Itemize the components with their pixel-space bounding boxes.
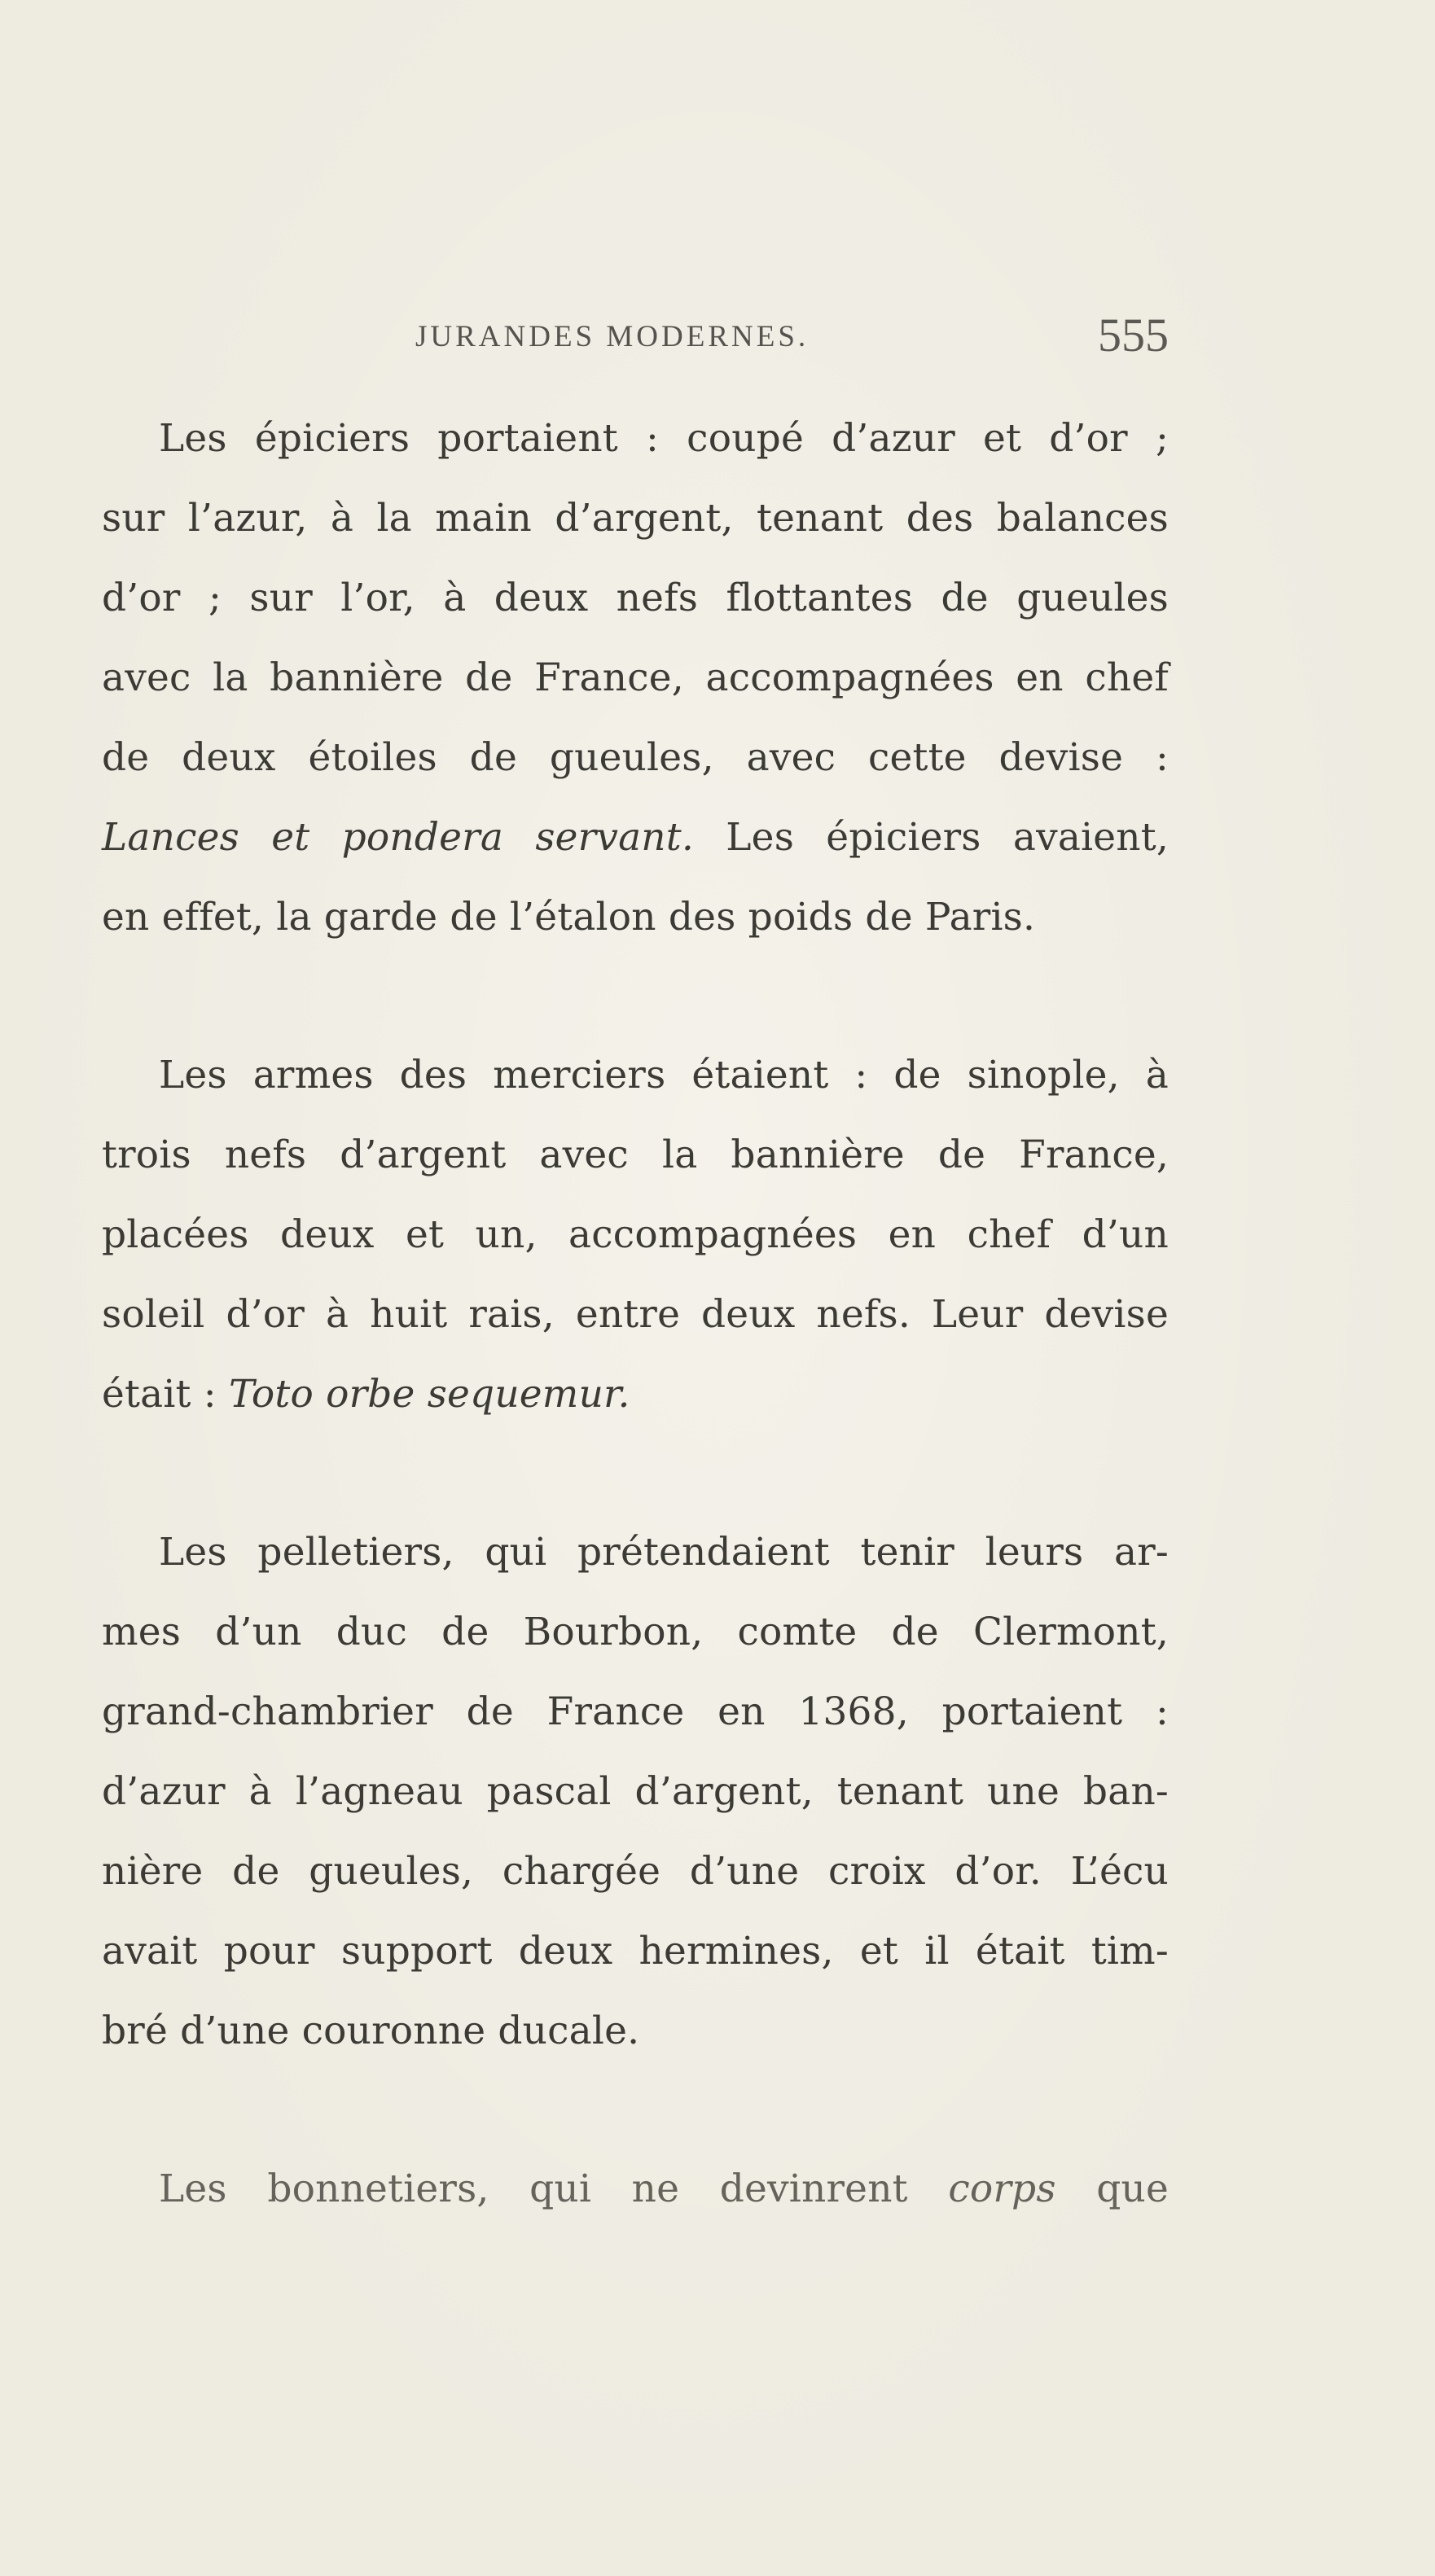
paragraph-merciers: [102, 1036, 1169, 1435]
text-line: Les épiciers portaient : coupé d’azur et d’or ;: [159, 416, 1169, 461]
italic-word: corps: [948, 2166, 1056, 2211]
text-line: avec la bannière de France, accompagnées en chef: [102, 655, 1169, 700]
text-line: trois nefs d’argent avec la bannière de France,: [102, 1132, 1169, 1177]
text-line: grand-chambrier de France en 1368, portaient :: [102, 1689, 1169, 1734]
text-line: nière de gueules, chargée d’une croix d’or. L’écu: [102, 1849, 1169, 1894]
text-line: Les pelletiers, qui prétendaient tenir leurs ar-: [159, 1530, 1169, 1575]
running-head: [102, 308, 1169, 365]
text-line: de deux étoiles de gueules, avec cette devise :: [102, 735, 1169, 780]
motto-epiciers: Lances et pondera servant.: [102, 815, 694, 860]
motto-merciers: Toto orbe sequemur.: [228, 1372, 630, 1417]
text-line: placées deux et un, accompagnées en chef d’un: [102, 1212, 1169, 1257]
text-line: bré d’une couronne ducale.: [102, 2009, 640, 2053]
text-line: [102, 2149, 1169, 2229]
text-line: soleil d’or à huit rais, entre deux nefs. Leur devise: [102, 1292, 1169, 1337]
running-head-title: JURANDES MODERNES.: [415, 320, 810, 353]
text-fragment: était :: [102, 1372, 229, 1417]
text-line: [102, 1355, 1169, 1435]
text-line: Les armes des merciers étaient : de sinople, à: [159, 1053, 1169, 1097]
text-line: sur l’azur, à la main d’argent, tenant des balances: [102, 496, 1169, 541]
text-line: mes d’un duc de Bourbon, comte de Clermont,: [102, 1610, 1169, 1654]
text-line: [102, 798, 1169, 878]
text-fragment: que: [1055, 2166, 1169, 2211]
page-number: 555: [1098, 309, 1169, 361]
text-line: d’or ; sur l’or, à deux nefs flottantes de gueules: [102, 576, 1169, 620]
text-line: en effet, la garde de l’étalon des poids de Paris.: [102, 895, 1036, 940]
text-fragment: Les épiciers avaient,: [694, 815, 1169, 860]
paragraph-bonnetiers: [102, 2149, 1169, 2229]
text-fragment: Les bonnetiers, qui ne devinrent: [159, 2166, 949, 2211]
text-line: d’azur à l’agneau pascal d’argent, tenant une ban-: [102, 1769, 1169, 1814]
text-line: avait pour support deux hermines, et il était tim-: [102, 1929, 1169, 1974]
body-text: [102, 399, 1169, 2307]
paragraph-pelletiers: [102, 1513, 1169, 2071]
paragraph-epiciers: [102, 399, 1169, 957]
